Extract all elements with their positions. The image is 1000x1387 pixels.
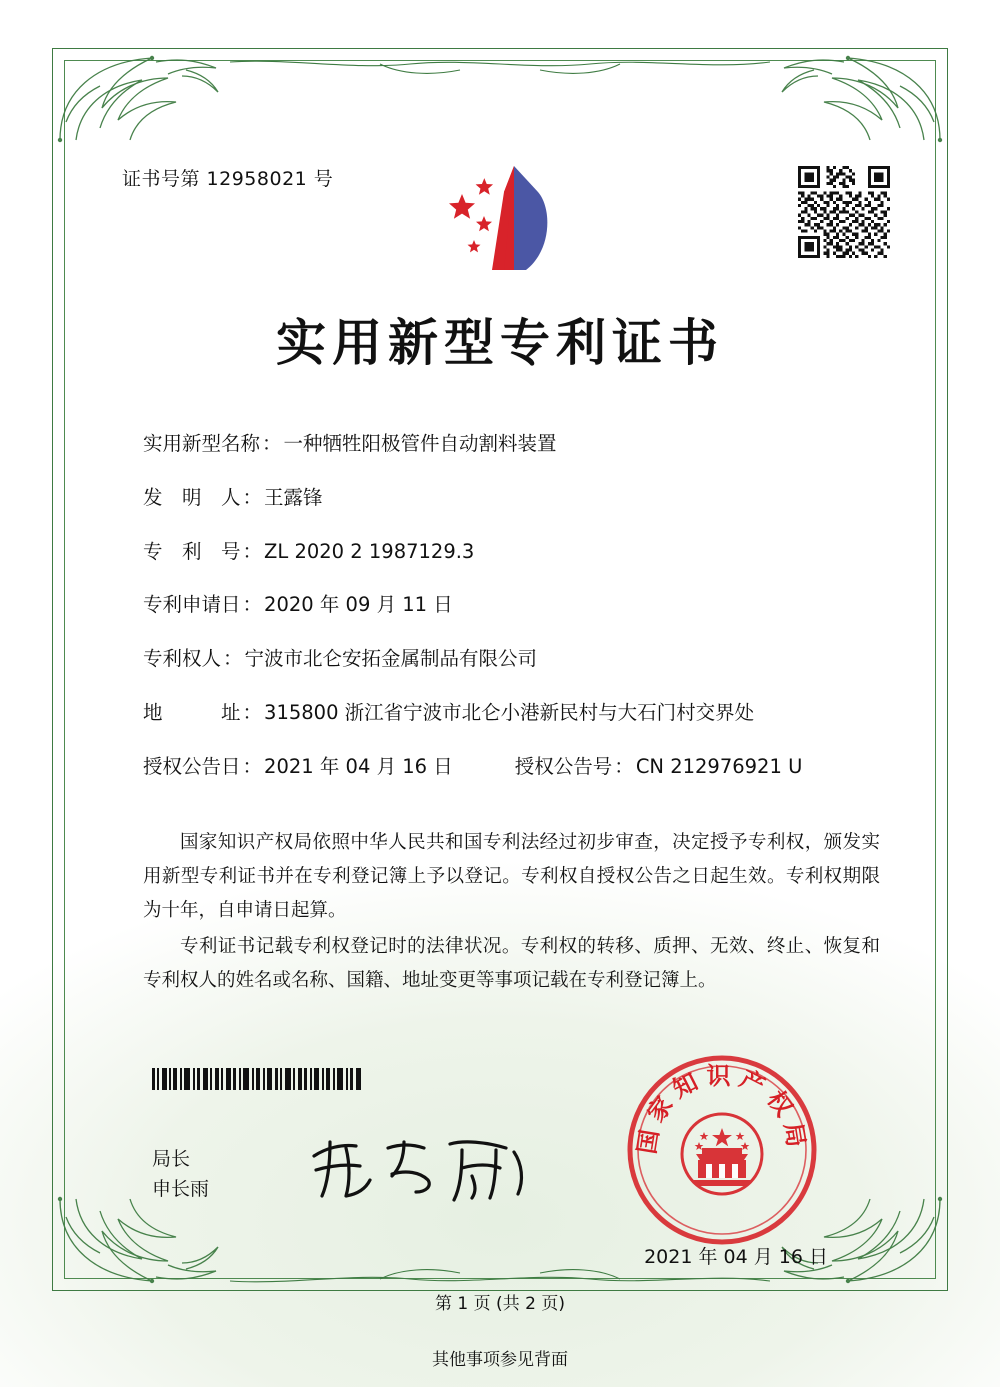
field-colon: ： [223, 647, 243, 671]
svg-text:国家知识产权局: 国家知识产权局 [631, 1061, 813, 1156]
field-patent-number [143, 538, 880, 565]
field-inventor [143, 484, 880, 511]
field-value: 2020 年 09 月 11 日 [264, 593, 453, 617]
page-title: 实用新型专利证书 [276, 313, 724, 372]
field-value: ZL 2020 2 1987129.3 [264, 539, 475, 563]
signature-role: 局长 [152, 1148, 191, 1170]
barcode [152, 1068, 404, 1090]
field-grant-row [143, 753, 880, 780]
field-invention-name [143, 430, 880, 457]
field-label: 专 利 号 [143, 539, 241, 563]
paragraph-2: 专利证书记载专利权登记时的法律状况。专利权的转移、质押、无效、终止、恢复和专利权人的姓名或名称、国籍、地址变更等事项记载在专利登记簿上。 [143, 936, 880, 991]
field-value: 王露锋 [264, 485, 323, 509]
paragraph-1: 国家知识产权局依照中华人民共和国专利法经过初步审查，决定授予专利权，颁发实用新型专利证书并在专利登记簿上予以登记。专利权自授权公告之日起生效。专利权期限为十年，自申请日起算。 [143, 832, 880, 921]
field-list [143, 430, 880, 807]
field-label: 发 明 人 [143, 485, 241, 509]
field-colon: ： [242, 485, 263, 509]
grant-number-label: 授权公告号 [514, 754, 613, 778]
field-colon: ： [242, 700, 263, 724]
page-number: 第 1 页 (共 2 页) [435, 1294, 565, 1314]
field-value: 一种牺牲阳极管件自动割料装置 [283, 432, 557, 455]
grant-date-value: 2021 年 04 月 16 日 [264, 754, 453, 778]
field-label: 地 址 [143, 700, 241, 724]
field-colon: ： [242, 539, 263, 563]
signature-block [152, 1144, 209, 1204]
handwritten-signature-icon [300, 1130, 540, 1210]
grant-number-value: CN 212976921 U [635, 754, 803, 778]
field-colon: ： [262, 432, 282, 455]
certificate-number: 证书号第 12958021 号 [122, 168, 334, 190]
qr-code [798, 166, 890, 258]
field-label: 专利权人 [143, 647, 222, 671]
grant-date-label: 授权公告日 [143, 754, 241, 778]
seal-date: 2021 年 04 月 16 日 [644, 1246, 828, 1268]
field-value: 315800 浙江省宁波市北仑小港新民村与大石门村交界处 [264, 700, 755, 724]
field-colon: ： [614, 754, 634, 778]
signature-name: 申长雨 [152, 1178, 210, 1200]
legal-text [143, 826, 880, 1000]
field-label: 专利申请日 [143, 593, 241, 617]
field-application-date [143, 591, 880, 618]
footer-note: 其他事项参见背面 [432, 1350, 568, 1370]
field-label: 实用新型名称 [143, 432, 261, 455]
cnipa-logo-icon [440, 158, 580, 276]
field-colon: ： [242, 593, 263, 617]
official-seal [622, 1050, 822, 1250]
field-value: 宁波市北仑安拓金属制品有限公司 [244, 647, 538, 671]
field-patentee [143, 645, 880, 672]
field-address [143, 699, 880, 726]
field-colon: ： [242, 754, 263, 778]
